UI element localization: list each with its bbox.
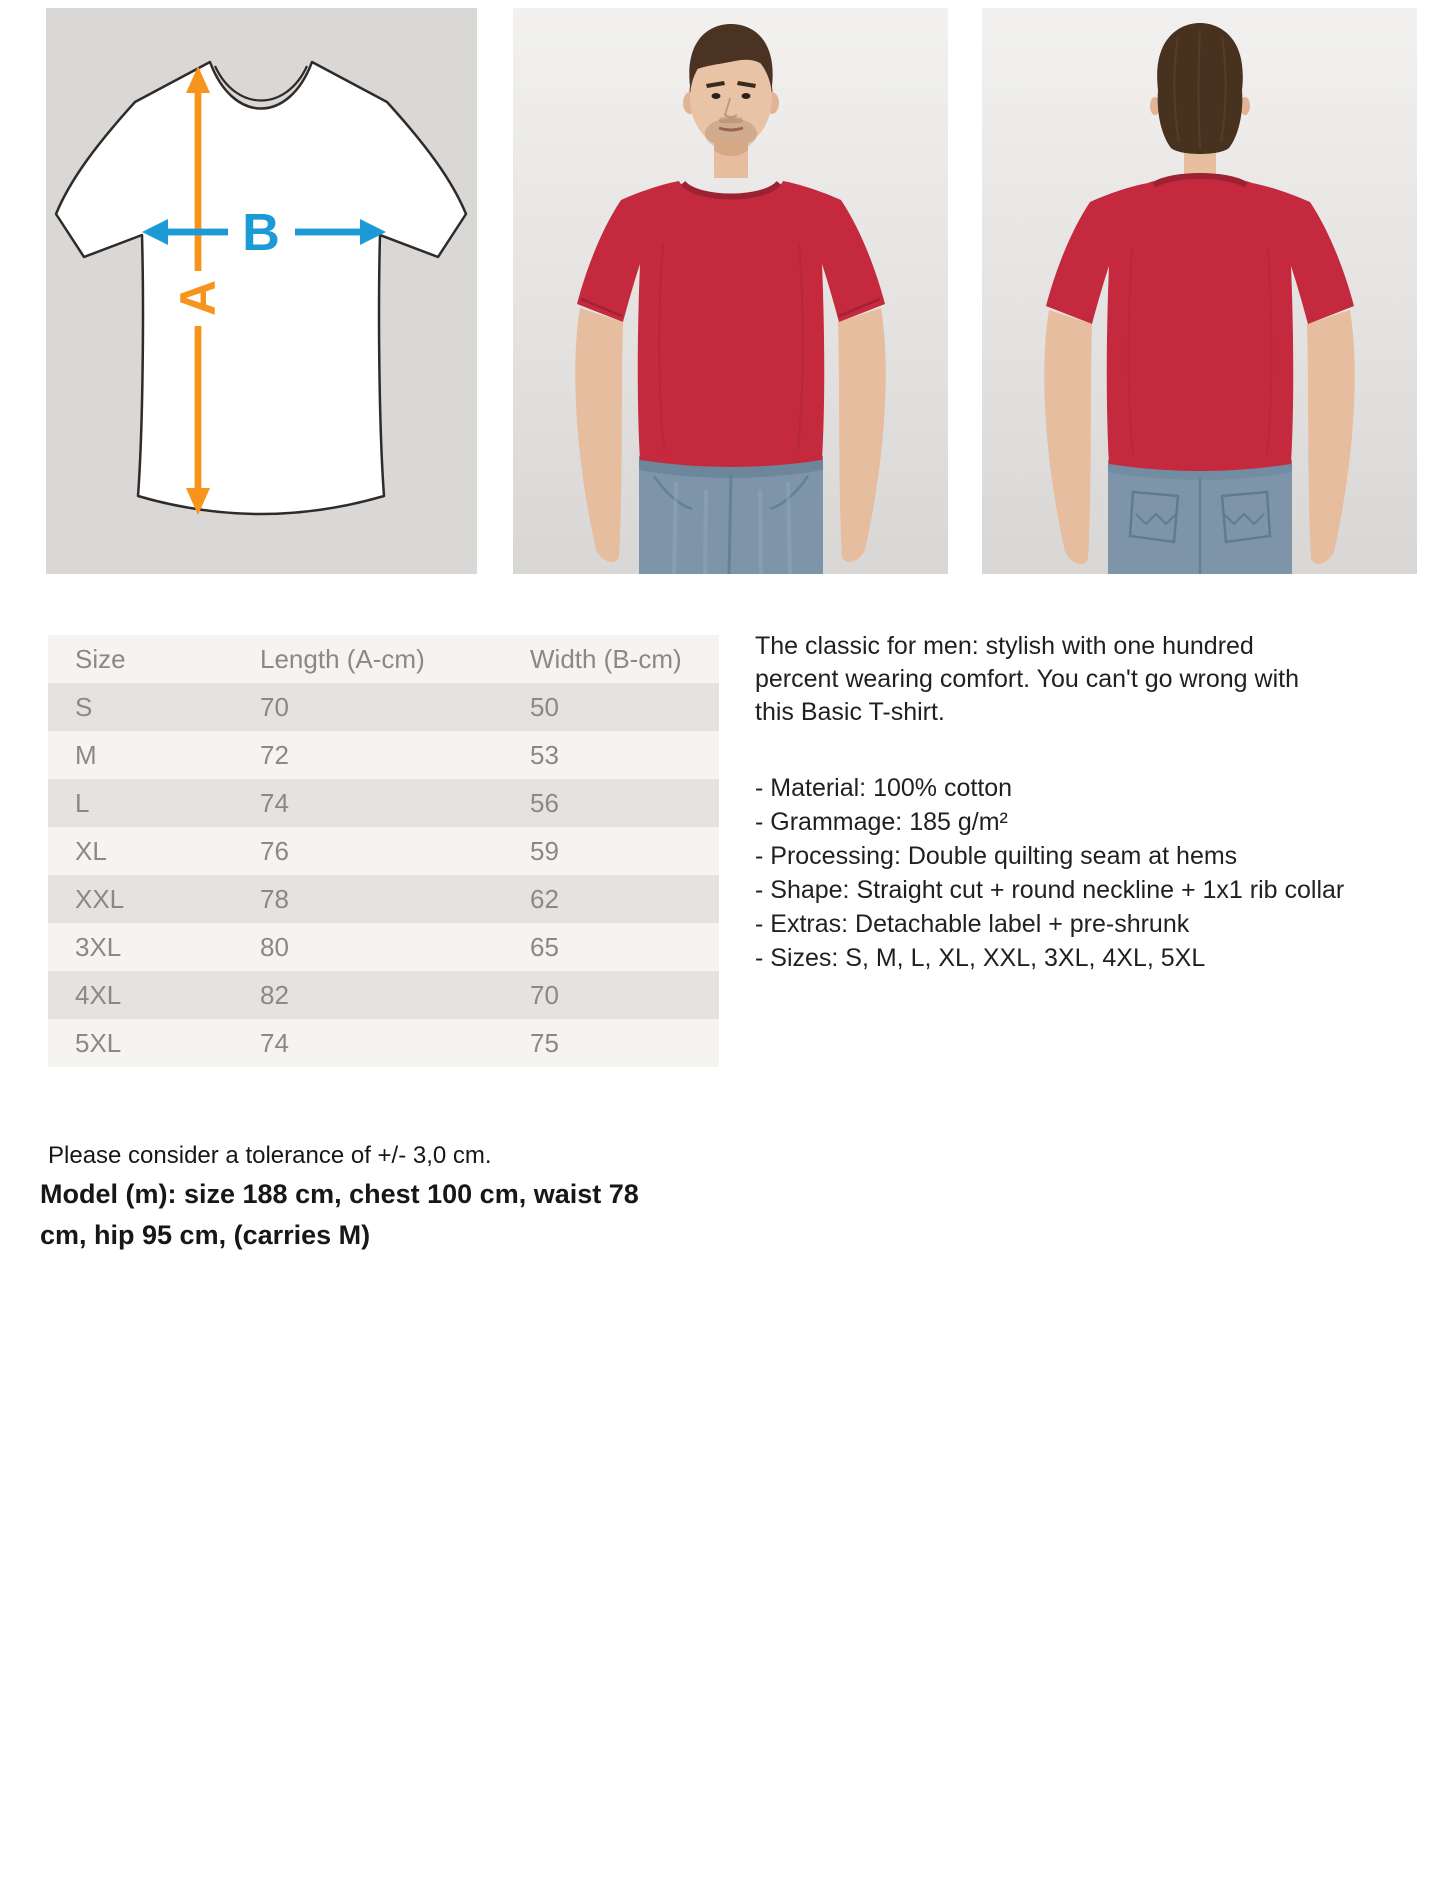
length-cell: 80 (260, 931, 289, 962)
measurement-diagram-panel (46, 8, 477, 574)
model-back-photo (982, 8, 1417, 574)
size-cell: 4XL (75, 979, 122, 1010)
model-back-photo-panel (982, 8, 1417, 574)
table-row-3xl (48, 923, 719, 971)
back-jeans (1108, 460, 1292, 574)
length-cell: 72 (260, 739, 289, 770)
description-line: percent wearing comfort. You can't go wrong with (755, 665, 1299, 693)
arrow-b-label: B (242, 204, 280, 262)
size-cell: S (75, 691, 93, 722)
size-cell: M (75, 739, 97, 770)
table-row-l (48, 779, 719, 827)
size-cell: XXL (75, 883, 125, 914)
table-row-xl (48, 827, 719, 875)
arrow-a-label: A (170, 279, 226, 317)
width-cell: 53 (530, 739, 559, 770)
width-cell: 70 (530, 979, 559, 1010)
front-jeans (639, 456, 823, 574)
length-cell: 70 (260, 691, 289, 722)
size-table (48, 635, 719, 1067)
measurement-diagram (46, 8, 477, 574)
length-cell: 74 (260, 1027, 289, 1058)
product-description (755, 630, 1344, 975)
size-cell: XL (75, 835, 107, 866)
model-front-photo-panel (513, 8, 948, 574)
table-row-s (48, 683, 719, 731)
width-cell: 56 (530, 787, 559, 818)
size-table-header-row (48, 635, 719, 683)
front-neck (714, 136, 748, 178)
column-header-width: Width (B-cm) (530, 643, 682, 674)
description-line: this Basic T-shirt. (755, 698, 945, 726)
length-cell: 82 (260, 979, 289, 1010)
length-cell: 78 (260, 883, 289, 914)
detail-line-material: - Material: 100% cotton (755, 774, 1013, 802)
table-row-xxl (48, 875, 719, 923)
width-cell: 65 (530, 931, 559, 962)
model-info (40, 1174, 639, 1256)
width-cell: 59 (530, 835, 559, 866)
detail-line-grammage: - Grammage: 185 g/m² (755, 808, 1008, 836)
column-header-length: Length (A-cm) (260, 643, 425, 674)
size-cell: 3XL (75, 931, 122, 962)
size-cell: 5XL (75, 1027, 122, 1058)
description-details (755, 771, 1344, 975)
table-row-5xl (48, 1019, 719, 1067)
description-line: The classic for men: stylish with one hundred (755, 632, 1254, 660)
model-info-line: Model (m): size 188 cm, chest 100 cm, waist 78 (40, 1179, 639, 1209)
table-row-4xl (48, 971, 719, 1019)
size-cell: L (75, 787, 90, 818)
description-intro (755, 630, 1344, 729)
detail-line-sizes: - Sizes: S, M, L, XL, XXL, 3XL, 4XL, 5XL (755, 944, 1206, 972)
width-cell: 75 (530, 1027, 559, 1058)
detail-line-processing: - Processing: Double quilting seam at hems (755, 842, 1238, 870)
table-row-m (48, 731, 719, 779)
model-front-photo (513, 8, 948, 574)
model-info-line: cm, hip 95 cm, (carries M) (40, 1220, 371, 1250)
width-cell: 50 (530, 691, 559, 722)
length-cell: 74 (260, 787, 289, 818)
tolerance-note: Please consider a tolerance of +/- 3,0 cm. (48, 1142, 492, 1169)
back-hair (1157, 23, 1243, 154)
width-cell: 62 (530, 883, 559, 914)
column-header-size: Size (75, 643, 126, 674)
length-cell: 76 (260, 835, 289, 866)
detail-line-shape: - Shape: Straight cut + round neckline + 1x1 rib collar (755, 876, 1345, 904)
detail-line-extras: - Extras: Detachable label + pre-shrunk (755, 910, 1190, 938)
